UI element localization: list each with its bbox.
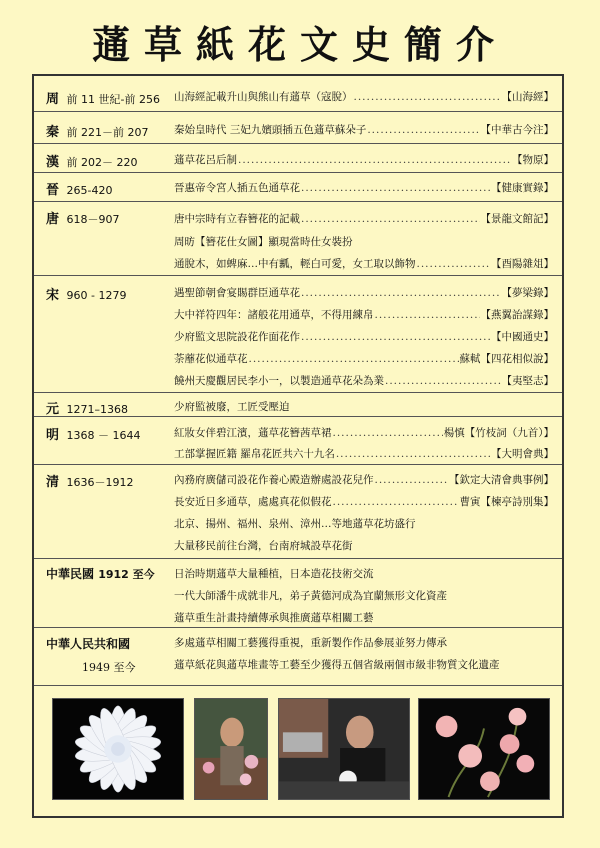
era-years: 前 202－ 220 [66,156,138,169]
entry-line [174,152,554,167]
entry-text: 蓪草花呂后制 [174,154,237,166]
entry-line [174,234,554,249]
entry-line [174,211,554,226]
era-years: 前 221－前 207 [66,126,149,139]
era-years: 618－907 [66,213,120,226]
entry-source: 蘇軾【四花相似說】 [459,353,554,365]
entry-line [174,566,554,581]
leader-dots [375,474,449,486]
entry-line [174,425,554,440]
leader-dots [301,182,490,194]
entry-text: 紅妝女伴碧江濱，蓪草花簪茜草裙 [174,427,332,439]
entry-line [174,351,554,366]
entry-line [174,399,554,414]
entry-line [174,472,554,487]
entry-text: 周昉【簪花仕女圖】顯現當時仕女裝扮 [174,236,353,248]
leader-dots [417,258,491,270]
leader-dots [238,154,511,166]
era-dynasty: 晉 [46,183,60,198]
leader-dots [385,375,501,387]
era-yuan [46,398,128,417]
entry-source: 【中國通史】 [491,331,554,343]
leader-dots [249,353,459,365]
entry-text: 一代大師潘牛成就非凡，弟子黃德河成為宜蘭無形文化資產 [174,590,447,602]
leader-dots [301,331,490,343]
leader-dots [301,287,501,299]
era-ming [46,424,141,443]
era-dynasty: 唐 [46,212,60,227]
leader-dots [367,124,479,136]
entry-line [174,256,554,271]
entry-source: 【健康實錄】 [491,182,554,194]
divider [34,111,562,112]
photo-artisan-at-work [278,698,410,800]
era-dynasty: 元 [46,402,60,417]
era-qing [46,471,134,490]
divider [34,627,562,628]
era-han [46,151,138,170]
entry-line [174,446,554,461]
entry-text: 大中祥符四年：諸般花用通草，不得用練帛 [174,309,374,321]
entry-text: 饒州天慶觀居民李小一，以製造通草花朵為業 [174,375,384,387]
entry-text: 長安近日多通草，處處真花似假花 [174,496,332,508]
era-dynasty: 周 [46,92,60,107]
entry-source: 楊慎【竹枝詞（九首）】 [443,427,554,439]
era-tang [46,208,120,227]
divider [34,464,562,465]
entry-line [174,516,554,531]
era-years: 960 - 1279 [66,289,127,302]
era-years: 1368 － 1644 [66,429,141,442]
entry-line [174,538,554,553]
entry-line [174,635,554,650]
entry-source: 【夷堅志】 [501,375,554,387]
era-dynasty: 中華人民共和國 [46,637,131,651]
page-title: 蓪草紙花文史簡介 [91,22,508,67]
entry-text: 內務府廣儲司設花作養心殿造辦處設花兒作 [174,474,374,486]
entry-source: 【燕翼詒謀錄】 [480,309,554,321]
divider [34,685,562,686]
entry-source: 【酉陽雜俎】 [491,258,554,270]
entry-text: 晉惠帝令宮人插五色通草花 [174,182,300,194]
leader-dots [354,91,501,103]
leader-dots [301,213,480,225]
entry-text: 蓪草紙花與蓪草堆畫等工藝至少獲得五個省級兩個市級非物質文化遺產 [174,659,500,671]
entry-text: 通脫木，如蜱麻…中有瓤，輕白可愛，女工取以飾物 [174,258,416,270]
era-dynasty: 清 [46,475,60,490]
divider [34,172,562,173]
leader-dots [375,309,480,321]
era-years: 前 11 世紀-前 256 [66,93,160,106]
entry-text: 大量移民前往台灣，台南府城設草花街 [174,540,353,552]
era-years: 1636－1912 [66,476,134,489]
photo-craftsman-portrait [194,698,268,800]
entry-text: 荼蘼花似通草花 [174,353,248,365]
entry-text: 日治時期蓪草大量種植，日本造花技術交流 [174,568,374,580]
era-qin [46,121,149,140]
entry-text: 少府監被廢，工匠受壓迫 [174,401,290,413]
era-prc-years: 1949 至今 [82,661,136,674]
entry-line [174,373,554,388]
divider [34,143,562,144]
entry-line [174,180,554,195]
entry-text: 蓪草重生計畫持續傳承與推廣蓪草相關工藝 [174,612,374,624]
entry-text: 多處蓪草相關工藝獲得重視，重新製作作品參展並努力傳承 [174,637,447,649]
leader-dots [336,448,490,460]
entry-line [174,329,554,344]
entry-source: 【物原】 [512,154,554,166]
era-roc [46,565,155,582]
leader-dots [333,496,459,508]
entry-line [174,610,554,625]
entry-text: 少府監文思院設花作面花作 [174,331,300,343]
entry-text: 秦始皇時代 三妃九嬪頭插五色蓪草蘇朵子 [174,124,367,136]
entry-line [174,657,554,672]
divider [34,392,562,393]
entry-line [174,122,554,137]
entry-source: 【欽定大清會典事例】 [449,474,554,486]
entry-line [174,588,554,603]
divider [34,558,562,559]
entry-source: 【大明會典】 [491,448,554,460]
era-years: 1271–1368 [66,403,129,416]
entry-text: 山海經記載升山與熊山有蓪草（寇脫） [174,91,353,103]
photo-pink-flower-arrangement [418,698,550,800]
entry-source: 【景龍文館記】 [480,213,554,225]
era-dynasty: 中華民國 [46,567,95,581]
era-dynasty: 宋 [46,288,60,303]
era-jin [46,179,112,198]
photo-white-chrysanthemum [52,698,184,800]
entry-text: 遇聖節朝會宴賜群臣通草花 [174,287,300,299]
entry-source: 【夢梁錄】 [501,287,554,299]
era-song [46,284,126,303]
entry-text: 唐中宗時有立春簪花的記載 [174,213,300,225]
entry-source: 曹寅【楝亭詩別集】 [459,496,554,508]
era-dynasty: 明 [46,428,60,443]
entry-line [174,285,554,300]
era-years: 265-420 [66,184,113,197]
era-dynasty: 秦 [46,125,60,140]
leader-dots [333,427,443,439]
entry-source: 【中華古今注】 [480,124,554,136]
entry-source: 【山海經】 [501,91,554,103]
entry-line [174,494,554,509]
era-prc [46,635,130,652]
entry-line [174,89,554,104]
entry-text: 北京、揚州、福州、泉州、漳州…等地蓪草花坊盛行 [174,518,416,530]
entry-text: 工部掌握匠籍 羅帛花匠共六十九名 [174,448,335,460]
era-years: 1912 至今 [98,568,155,581]
divider [34,275,562,276]
era-zhou [46,88,160,107]
divider [34,201,562,202]
era-dynasty: 漢 [46,155,60,170]
entry-line [174,307,554,322]
